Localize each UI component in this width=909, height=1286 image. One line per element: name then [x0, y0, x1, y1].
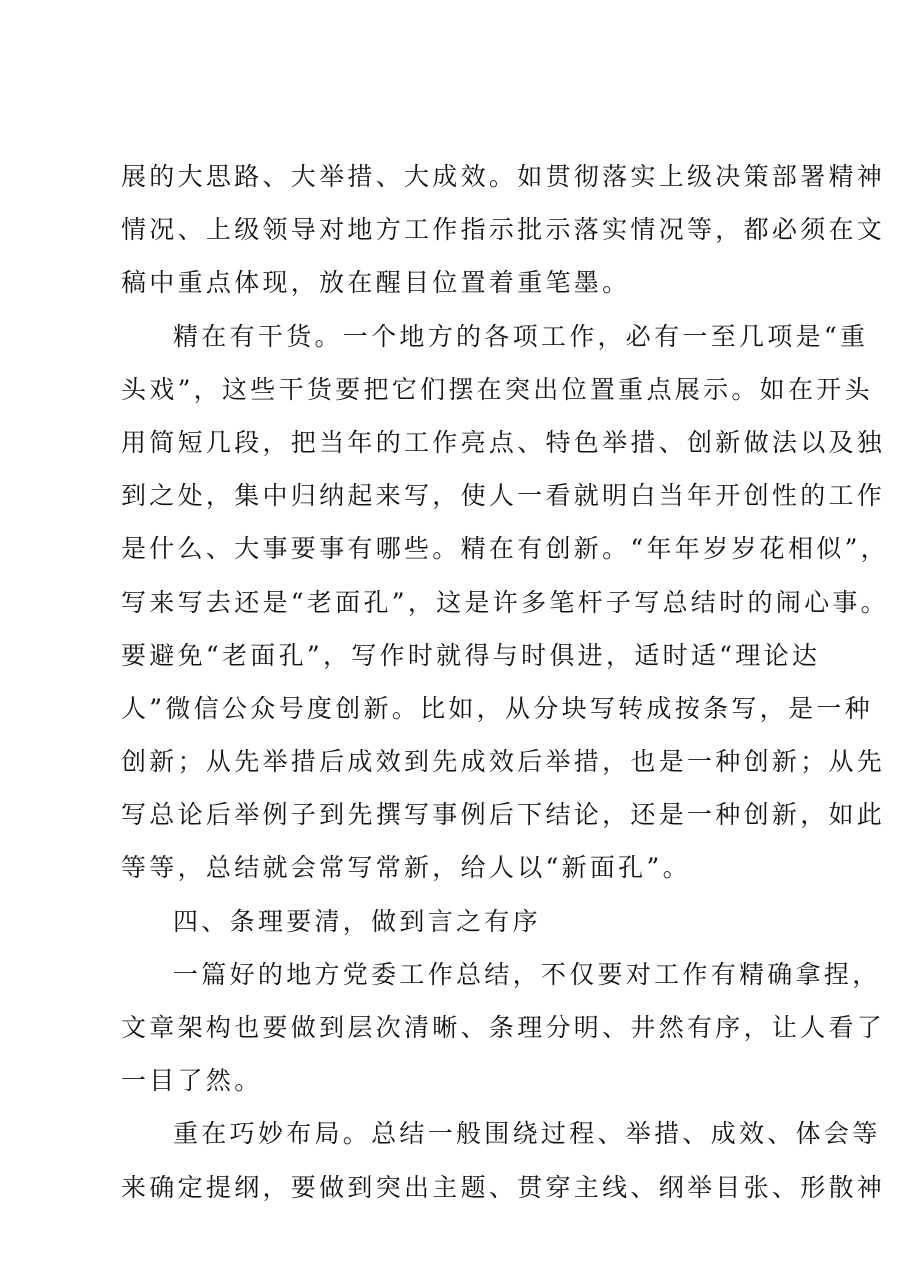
text-line: 文章架构也要做到层次清晰、条理分明、井然有序，让人看了 [121, 1013, 886, 1042]
text-line: 稿中重点体现，放在醒目位置着重笔墨。 [121, 268, 631, 298]
text-line: 等等，总结就会常写常新，给人以“新面孔”。 [121, 853, 691, 883]
text-line: 写来写去还是“老面孔”，这是许多笔杆子写总结时的闹心事。 [121, 587, 889, 617]
text-line: 头戏”，这些干货要把它们摆在突出位置重点展示。如在开头 [121, 374, 873, 404]
paragraph-start-line: 一篇好的地方党委工作总结，不仅要对工作有精确拿捏， [173, 959, 881, 989]
text-line: 到之处，集中归纳起来写，使人一看就明白当年开创性的工作 [121, 481, 886, 511]
text-line: 创新；从先举措后成效到先成效后举措，也是一种创新；从先 [121, 747, 886, 777]
text-line: 展的大思路、大举措、大成效。如贯彻落实上级决策部署精神 [121, 162, 886, 191]
paragraph-start-line: 重在巧妙布局。总结一般围绕过程、举措、成效、体会等 [173, 1119, 881, 1149]
text-line: 写总论后举例子到先撰写事例后下结论，还是一种创新，如此 [121, 800, 886, 830]
text-line: 人”微信公众号度创新。比如，从分块写转成按条写，是一种 [121, 693, 873, 723]
document-body [121, 150, 889, 1214]
text-line: 情况、上级领导对地方工作指示批示落实情况等，都必须在文 [121, 215, 886, 245]
text-line: 要避免“老面孔”，写作时就得与时俱进，适时适“理论达 [121, 640, 821, 670]
text-line: 来确定提纲，要做到突出主题、贯穿主线、纲举目张、形散神 [121, 1172, 886, 1202]
text-line: 一目了然。 [121, 1066, 263, 1096]
text-line: 用简短几段，把当年的工作亮点、特色举措、创新做法以及独 [121, 427, 886, 457]
paragraph-start-line: 精在有干货。一个地方的各项工作，必有一至几项是“重 [173, 321, 869, 351]
text-line: 是什么、大事要事有哪些。精在有创新。“年年岁岁花相似”， [121, 534, 889, 564]
section-heading: 四、条理要清，做到言之有序 [173, 906, 541, 936]
